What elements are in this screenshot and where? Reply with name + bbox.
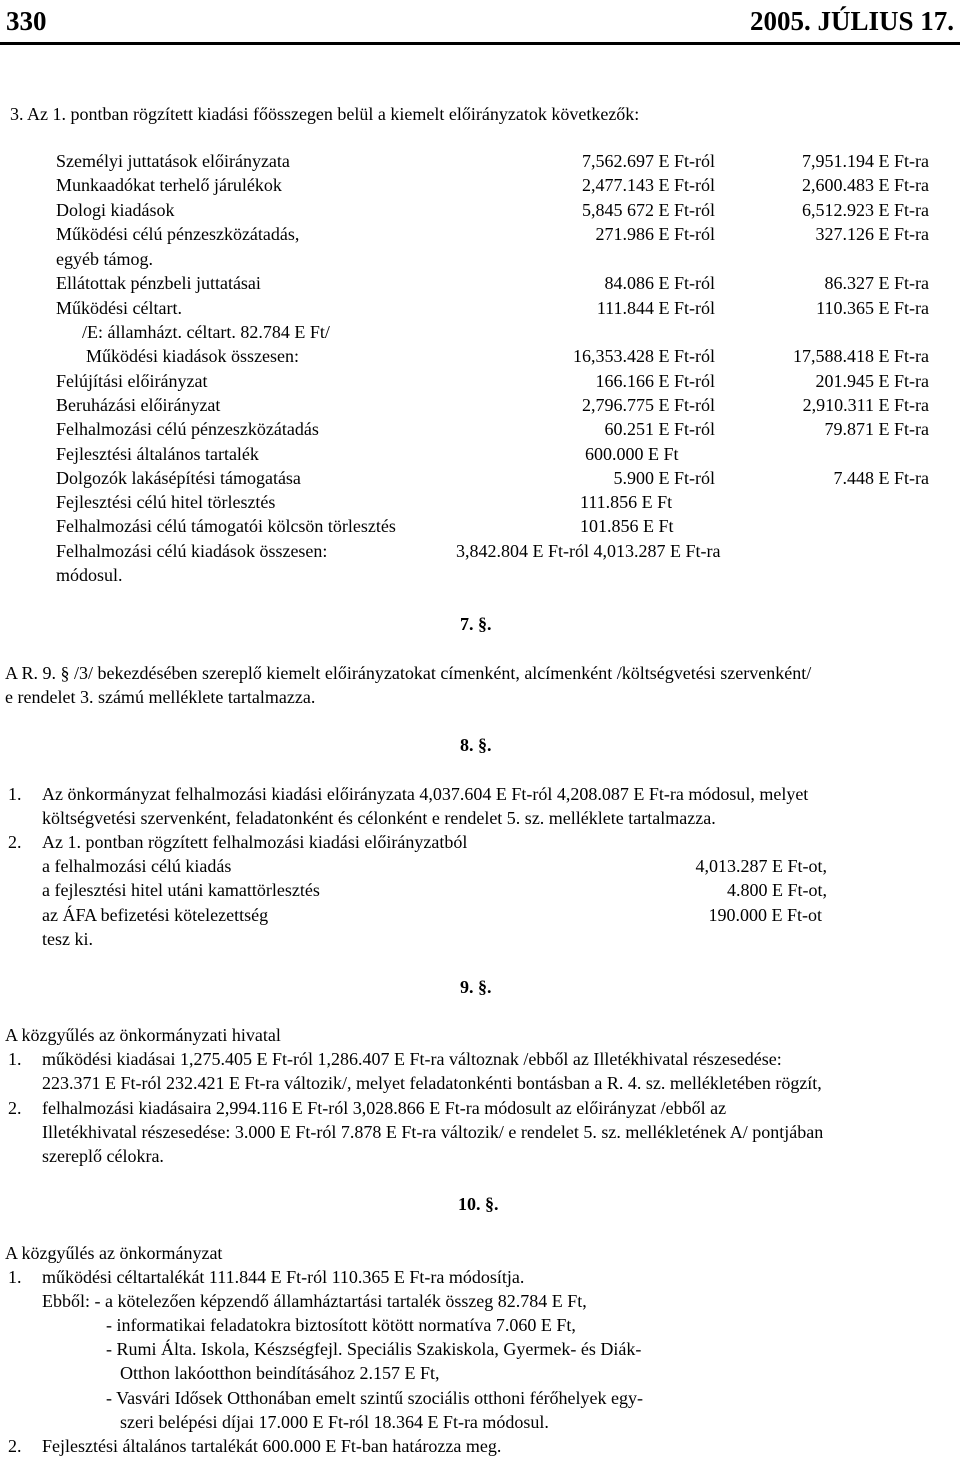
item-from: 111.856 E Ft [580, 492, 673, 512]
item-label: Felhalmozási célú támogatói kölcsön törlesztés [56, 516, 396, 536]
paragraph-line: A R. 9. § /3/ bekezdésében szereplő kiemelt előirányzatokat címenként, alcímenként /költségvetési szervenként/ [5, 663, 812, 683]
item-label: Személyi juttatások előirányzata [56, 151, 290, 171]
paragraph-line: működési céltartalékát 111.844 E Ft-ról 110.365 E Ft-ra módosítja. [42, 1267, 525, 1287]
paragraph-line: 223.371 E Ft-ról 232.421 E Ft-ra változik/, melyet feladatonkénti bontásban a R. 4. sz. mellékletében rögzít, [42, 1073, 822, 1093]
paragraph-line: működési kiadásai 1,275.405 E Ft-ról 1,286.407 E Ft-ra változnak /ebből az Illetékhivatal részesedése: [42, 1049, 782, 1069]
item-from: 2,796.775 E Ft-ról [582, 395, 715, 415]
item-label: Felhalmozási célú kiadások összesen: [56, 541, 328, 561]
paragraph-line: Az önkormányzat felhalmozási kiadási előirányzata 4,037.604 E Ft-ról 4,208.087 E Ft-ra módosul, melyet [42, 784, 809, 804]
item-label: Működési kiadások összesen: [86, 346, 299, 366]
paragraph-line: - Rumi Álta. Iskola, Készségfejl. Speciális Szakiskola, Gyermek- és Diák- [106, 1339, 642, 1359]
paragraph-line: Fejlesztési általános tartalékát 600.000 E Ft-ban határozza meg. [42, 1436, 502, 1456]
item-from: 166.166 E Ft-ról [595, 371, 715, 391]
item-number: 1. [8, 784, 22, 804]
item-label: módosul. [56, 565, 123, 585]
item-label: Beruházási előirányzat [56, 395, 221, 415]
row-value: 4,013.287 E Ft-ot, [695, 856, 827, 876]
paragraph-line: Illetékhivatal részesedése: 3.000 E Ft-ról 7.878 E Ft-ra változik/ e rendelet 5. sz. mellékletének A/ pontjában [42, 1122, 824, 1142]
item-from: 271.986 E Ft-ról [595, 224, 715, 244]
item-to: 79.871 E Ft-ra [824, 419, 929, 439]
item-from: 2,477.143 E Ft-ról [582, 175, 715, 195]
item-from: 84.086 E Ft-ról [604, 273, 715, 293]
paragraph-line: A közgyűlés az önkormányzat [5, 1243, 223, 1263]
page-header [0, 0, 960, 46]
item-from: 3,842.804 E Ft-ról 4,013.287 E Ft-ra [456, 541, 721, 561]
item-from: 60.251 E Ft-ról [604, 419, 715, 439]
item-label: egyéb támog. [56, 249, 153, 269]
item-label: Fejlesztési általános tartalék [56, 444, 259, 464]
item-number: 2. [8, 1098, 22, 1118]
item-label: Fejlesztési célú hitel törlesztés [56, 492, 276, 512]
item-to: 327.126 E Ft-ra [815, 224, 929, 244]
paragraph-line: Ebből: - a kötelezően képzendő államháztartási tartalék összeg 82.784 E Ft, [42, 1291, 587, 1311]
header-rule [0, 42, 960, 45]
item-to: 2,600.483 E Ft-ra [802, 175, 929, 195]
item-to: 7,951.194 E Ft-ra [802, 151, 929, 171]
item-from: 600.000 E Ft [585, 444, 679, 464]
item-number: 2. [8, 832, 22, 852]
item-label: Ellátottak pénzbeli juttatásai [56, 273, 261, 293]
item-to: 110.365 E Ft-ra [816, 298, 929, 318]
intro-text: 3. Az 1. pontban rögzített kiadási főösszegen belül a kiemelt előirányzatok következők: [10, 104, 640, 124]
row-value: 190.000 E Ft-ot [708, 905, 822, 925]
paragraph-line: szeri belépési díjai 17.000 E Ft-ról 18.364 E Ft-ra módosul. [120, 1412, 549, 1432]
section-heading: 10. §. [458, 1194, 499, 1214]
row-label: a fejlesztési hitel utáni kamattörlesztés [42, 880, 320, 900]
item-label: Munkaadókat terhelő járulékok [56, 175, 282, 195]
row-label: a felhalmozási célú kiadás [42, 856, 232, 876]
item-from: 7,562.697 E Ft-ról [582, 151, 715, 171]
item-to: 17,588.418 E Ft-ra [793, 346, 929, 366]
section-heading: 9. §. [460, 977, 492, 997]
item-to: 7.448 E Ft-ra [833, 468, 929, 488]
paragraph-line: tesz ki. [42, 929, 93, 949]
item-label: Felhalmozási célú pénzeszközátadás [56, 419, 319, 439]
paragraph-line: - informatikai feladatokra biztosított kötött normatíva 7.060 E Ft, [106, 1315, 576, 1335]
item-to: 6,512.923 E Ft-ra [802, 200, 929, 220]
item-label: Működési céltart. [56, 298, 182, 318]
paragraph-line: Az 1. pontban rögzített felhalmozási kiadási előirányzatból [42, 832, 468, 852]
row-label: az ÁFA befizetési kötelezettség [42, 905, 269, 925]
item-label: Működési célú pénzeszközátadás, [56, 224, 300, 244]
item-from: 5.900 E Ft-ról [613, 468, 715, 488]
paragraph-line: felhalmozási kiadásaira 2,994.116 E Ft-ról 3,028.866 E Ft-ra módosult az előirányzat /ebből az [42, 1098, 727, 1118]
paragraph-line: Otthon lakóotthon beindításához 2.157 E Ft, [120, 1363, 440, 1383]
paragraph-line: - Vasvári Idősek Otthonában emelt szintű szociális otthoni férőhelyek egy- [106, 1388, 644, 1408]
item-from: 111.844 E Ft-ról [596, 298, 715, 318]
item-to: 2,910.311 E Ft-ra [802, 395, 929, 415]
section-heading: 8. §. [460, 735, 492, 755]
header-date: 2005. JÚLIUS 17. [749, 6, 954, 36]
page-number: 330 [6, 6, 47, 36]
paragraph-line: A közgyűlés az önkormányzati hivatal [5, 1025, 281, 1045]
item-number: 1. [8, 1049, 22, 1069]
item-to: 86.327 E Ft-ra [824, 273, 929, 293]
item-to: 201.945 E Ft-ra [815, 371, 929, 391]
item-from: 101.856 E Ft [580, 516, 674, 536]
paragraph-line: szereplő célokra. [42, 1146, 164, 1166]
section-heading: 7. §. [460, 614, 492, 634]
item-number: 1. [8, 1267, 22, 1287]
item-from: 5,845 672 E Ft-ról [582, 200, 715, 220]
item-label: /E: államházt. céltart. 82.784 E Ft/ [82, 322, 330, 342]
item-label: Felújítási előirányzat [56, 371, 208, 391]
paragraph-line: e rendelet 3. számú melléklete tartalmazza. [5, 687, 316, 707]
item-number: 2. [8, 1436, 22, 1456]
row-value: 4.800 E Ft-ot, [726, 880, 827, 900]
item-from: 16,353.428 E Ft-ról [573, 346, 715, 366]
paragraph-line: költségvetési szervenként, feladatonként és célonként e rendelet 5. sz. melléklete tartalmazza. [42, 808, 716, 828]
item-label: Dologi kiadások [56, 200, 175, 220]
item-label: Dolgozók lakásépítési támogatása [56, 468, 301, 488]
